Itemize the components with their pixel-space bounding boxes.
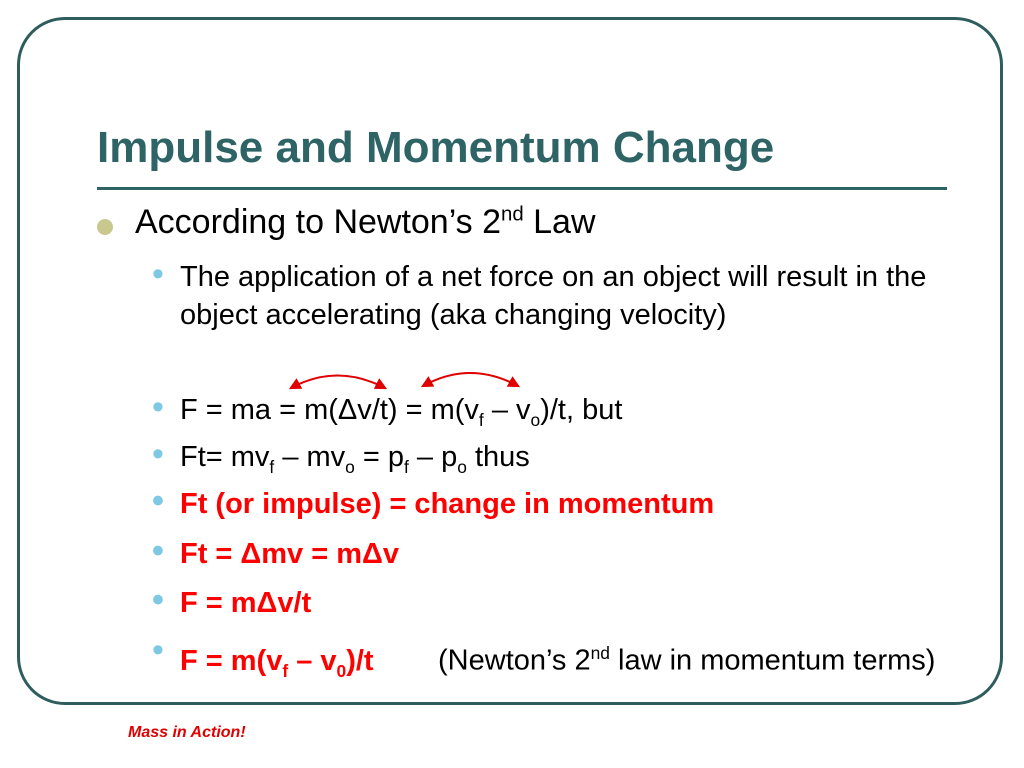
title-underline xyxy=(97,187,947,190)
sub-bullet-impulse-definition: • Ft (or impulse) = change in momentum xyxy=(180,485,950,523)
sub-bullet-f-delta-v-over-t: • F = mΔv/t xyxy=(180,584,950,622)
sub-bullet-ft-momentum: • $Ft= mv_f - mv_o = p_f - p_o$ thus xyxy=(180,438,950,486)
slide-title: Impulse and Momentum Change xyxy=(97,123,775,172)
footer-caption: Mass in Action! xyxy=(128,724,246,741)
momentum-formula: $F = m(v_f - v_0)/t$ xyxy=(180,644,374,681)
sub-bullet-newtons-law-momentum: • $F = m(v_f - v_0)/t$ (Newton’s 2nd law in momentum terms) xyxy=(180,634,950,689)
main-bullet-text: According to Newton’s 2nd Law xyxy=(135,203,596,241)
main-bullet-dot xyxy=(97,219,113,235)
sub-bullet-ft-delta-mv: • Ft = Δmv = mΔv xyxy=(180,535,950,573)
sub-bullet-net-force: • The application of a net force on an object will result in the object accelerating (aka changing velocity) xyxy=(180,258,950,334)
sub-bullet-f-equals-ma: • F = ma = $m(\Delta v/t) = m(v_f - v_o)/t$, but xyxy=(180,391,950,439)
